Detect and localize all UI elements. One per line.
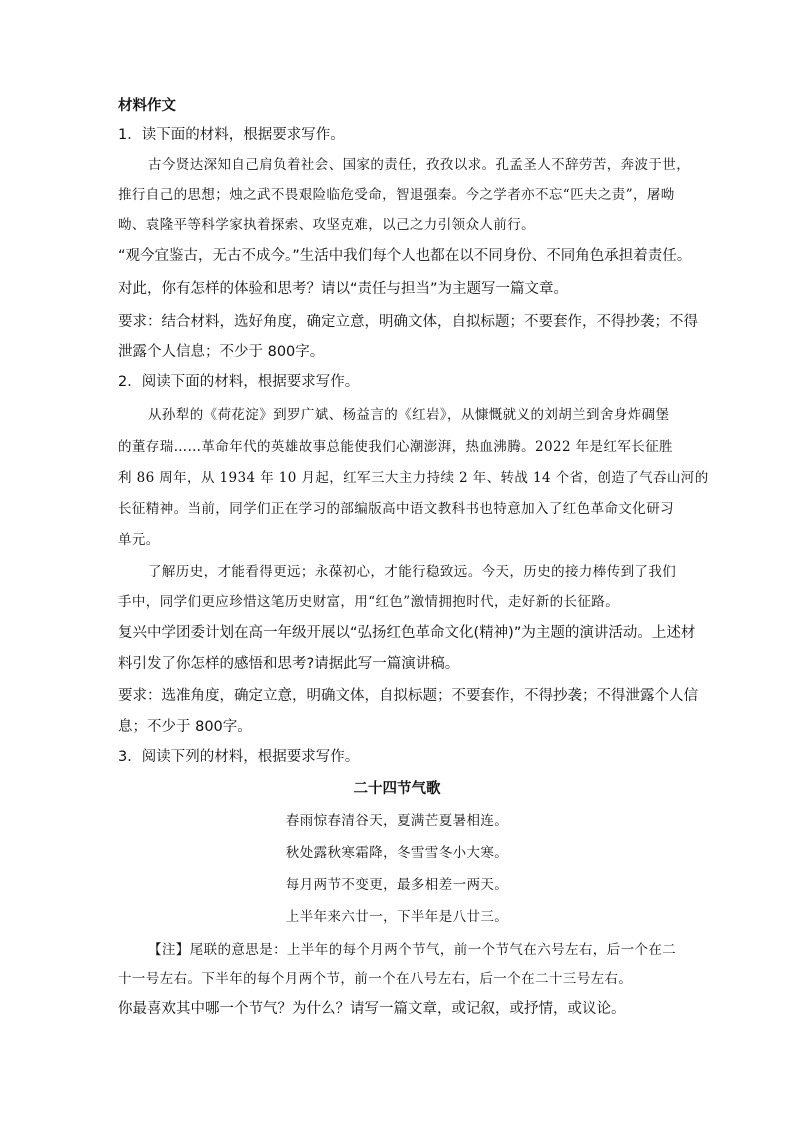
q3-note-line: 【注】尾联的意思是：上半年的每个月两个节气，前一个节气在六号左右，后一个在二 [148, 942, 677, 958]
q2-material-line: 手中，同学们更应珍惜这笔历史财富，用“红色”激情拥抱时代，走好新的长征路。 [118, 594, 620, 610]
q2-material-line: 的董存瑞……革命年代的英雄故事总能使我们心潮澎湃，热血沸腾。2022 年是红军长征胜 [118, 439, 673, 455]
poem-line: 秋处露秋寒霜降，冬雪雪冬小大寒。 [285, 845, 509, 861]
q3-prompt: 3．阅读下列的材料，根据要求写作。 [118, 749, 360, 765]
q2-text-line: 料引发了你怎样的感悟和思考?请据此写一篇演讲稿。 [118, 656, 460, 672]
q1-text-line: 对此，你有怎样的体验和思考？请以“责任与担当”为主题写一篇文章。 [118, 281, 569, 297]
q2-material-line: 单元。 [118, 532, 160, 548]
q1-prompt: 1．读下面的材料，根据要求写作。 [118, 127, 345, 143]
poem-line: 每月两节不变更，最多相差一两天。 [285, 877, 509, 893]
q1-text-line: “观今宜鉴古，无古不成今。”生活中我们每个人也都在以不同身份、不同角色承担着责任。 [118, 248, 692, 264]
q3-note-line: 十一号左右。下半年的每个月两个节，前一个在八号左右，后一个在二十三号左右。 [118, 971, 633, 987]
q1-requirement-line: 泄露个人信息；不少于 800字。 [118, 344, 325, 360]
q3-final-line: 你最喜欢其中哪一个节气？为什么？请写一篇文章，或记叙，或抒情，或议论。 [118, 1001, 626, 1017]
q1-material-line: 推行自己的思想；烛之武不畏艰险临危受命，智退强秦。今之学者亦不忘“匹夫之责”，屠呦 [118, 187, 675, 203]
q1-material-line: 呦、袁隆平等科学家执着探索、攻坚克难，以己之力引领众人前行。 [118, 217, 535, 233]
q2-requirement-line: 息；不少于 800字。 [118, 719, 252, 735]
q2-material-line: 了解历史，才能看得更远；永葆初心，才能行稳致远。今天，历史的接力棒传到了我们 [148, 564, 677, 580]
poem-line: 春雨惊春清谷天，夏满芒夏暑相连。 [285, 813, 509, 829]
q2-prompt: 2．阅读下面的材料，根据要求写作。 [118, 374, 360, 390]
q2-material-line: 长征精神。当前，同学们正在学习的部编版高中语文教科书也特意加入了红色革命文化研习 [118, 501, 674, 517]
q2-material-line: 从孙犁的《荷花淀》到罗广斌、杨益言的《红岩》，从慷慨就义的刘胡兰到舍身炸碉堡 [148, 407, 670, 423]
q2-text-line: 复兴中学团委计划在高一年级开展以“弘扬红色革命文化(精神)”为主题的演讲活动。上述材 [118, 625, 696, 641]
q2-requirement-line: 要求：选准角度，确定立意，明确文体，自拟标题；不要套作，不得抄袭；不得泄露个人信 [118, 688, 698, 704]
poem-title: 二十四节气歌 [353, 781, 441, 797]
q1-requirement-line: 要求：结合材料，选好角度，确定立意，明确文体，自拟标题；不要套作，不得抄袭；不得 [118, 314, 698, 330]
q2-material-line: 利 86 周年，从 1934 年 10 月起，红军三大主力持续 2 年、转战 14 个省，创造了气吞山河的 [118, 470, 709, 486]
section-title: 材料作文 [118, 98, 176, 114]
poem-line: 上半年来六廿一，下半年是八廿三。 [285, 909, 509, 925]
q1-material-line: 古今贤达深知自己肩负着社会、国家的责任，孜孜以求。孔孟圣人不辞劳苦，奔波于世， [148, 157, 691, 173]
